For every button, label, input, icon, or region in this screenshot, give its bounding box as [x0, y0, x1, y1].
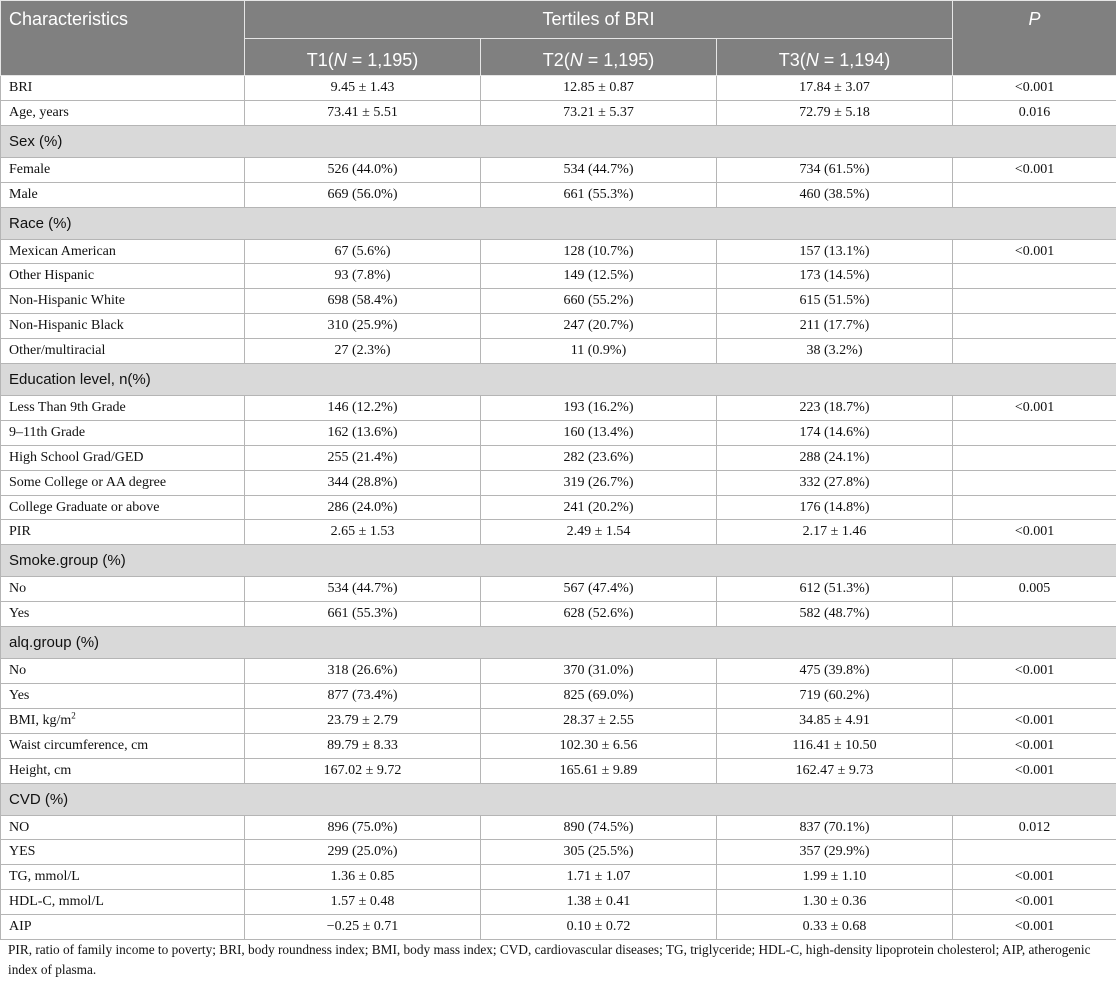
row-label — [1, 396, 245, 421]
cell-t3: 38 (3.2%) — [717, 339, 953, 364]
cell-t3: 17.84 ± 3.07 — [717, 76, 953, 101]
row-label — [1, 289, 245, 314]
cell-t3: 176 (14.8%) — [717, 495, 953, 520]
cell-t1: 67 (5.6%) — [245, 239, 481, 264]
cell-t1: 9.45 ± 1.43 — [245, 76, 481, 101]
table-row — [1, 890, 1116, 915]
cell-p: <0.001 — [953, 708, 1116, 733]
row-label — [1, 239, 245, 264]
row-label-text: BMI, kg/m — [9, 712, 72, 728]
section-row — [1, 207, 1116, 239]
row-label-text: Yes — [9, 606, 30, 622]
cell-p — [953, 314, 1116, 339]
cell-p: <0.001 — [953, 157, 1116, 182]
cell-t1: 255 (21.4%) — [245, 445, 481, 470]
cell-t2: 12.85 ± 0.87 — [481, 76, 717, 101]
cell-t2: 628 (52.6%) — [481, 602, 717, 627]
row-label — [1, 100, 245, 125]
cell-t2: 534 (44.7%) — [481, 157, 717, 182]
row-label-text: High School Grad/GED — [9, 449, 144, 465]
row-label — [1, 76, 245, 101]
cell-p — [953, 420, 1116, 445]
cell-t1: 534 (44.7%) — [245, 577, 481, 602]
header-tertiles-of-bri: Tertiles of BRI — [245, 1, 953, 39]
table-row — [1, 182, 1116, 207]
cell-t3: 460 (38.5%) — [717, 182, 953, 207]
row-label — [1, 420, 245, 445]
cell-t1: 661 (55.3%) — [245, 602, 481, 627]
section-row — [1, 364, 1116, 396]
table-row — [1, 520, 1116, 545]
section-label: Education level, n(%) — [1, 364, 1116, 396]
cell-t3: 582 (48.7%) — [717, 602, 953, 627]
table-row — [1, 758, 1116, 783]
cell-t1: 286 (24.0%) — [245, 495, 481, 520]
section-label: Sex (%) — [1, 125, 1116, 157]
cell-t1: 896 (75.0%) — [245, 815, 481, 840]
row-label-text: Female — [9, 161, 51, 177]
row-label — [1, 264, 245, 289]
cell-t2: 660 (55.2%) — [481, 289, 717, 314]
cell-t2: 165.61 ± 9.89 — [481, 758, 717, 783]
cell-t1: 93 (7.8%) — [245, 264, 481, 289]
cell-t1: 167.02 ± 9.72 — [245, 758, 481, 783]
row-label — [1, 708, 245, 733]
cell-t1: 162 (13.6%) — [245, 420, 481, 445]
table-row — [1, 733, 1116, 758]
row-label-text: Height, cm — [9, 762, 72, 778]
row-label-text: BRI — [9, 79, 33, 95]
table-row — [1, 577, 1116, 602]
cell-t2: 73.21 ± 5.37 — [481, 100, 717, 125]
cell-p: <0.001 — [953, 865, 1116, 890]
header-t3: T3(N = 1,194) — [717, 39, 953, 76]
cell-t3: 475 (39.8%) — [717, 659, 953, 684]
cell-p: <0.001 — [953, 733, 1116, 758]
row-label-text: NO — [9, 819, 30, 835]
cell-t3: 116.41 ± 10.50 — [717, 733, 953, 758]
row-label-text: No — [9, 663, 27, 679]
cell-p — [953, 445, 1116, 470]
cell-p — [953, 495, 1116, 520]
row-label — [1, 659, 245, 684]
cell-t1: 877 (73.4%) — [245, 684, 481, 709]
cell-t2: 890 (74.5%) — [481, 815, 717, 840]
row-label-text: Mexican American — [9, 243, 116, 259]
cell-t1: 23.79 ± 2.79 — [245, 708, 481, 733]
table-row — [1, 659, 1116, 684]
table-row — [1, 684, 1116, 709]
cell-p: <0.001 — [953, 659, 1116, 684]
section-row — [1, 627, 1116, 659]
cell-t1: 310 (25.9%) — [245, 314, 481, 339]
row-label-text: Yes — [9, 687, 30, 703]
row-label — [1, 445, 245, 470]
table-row — [1, 76, 1116, 101]
row-label — [1, 758, 245, 783]
table-row — [1, 239, 1116, 264]
cell-p — [953, 840, 1116, 865]
row-label-text: Waist circumference, cm — [9, 737, 149, 753]
header-t1: T1(N = 1,195) — [245, 39, 481, 76]
row-label-text: HDL-C, mmol/L — [9, 894, 104, 910]
cell-p — [953, 470, 1116, 495]
section-row — [1, 783, 1116, 815]
section-label: alq.group (%) — [1, 627, 1116, 659]
cell-t1: 698 (58.4%) — [245, 289, 481, 314]
cell-t3: 223 (18.7%) — [717, 396, 953, 421]
cell-t3: 0.33 ± 0.68 — [717, 915, 953, 940]
row-label-text: Non-Hispanic Black — [9, 318, 124, 334]
row-label-text: Other/multiracial — [9, 343, 106, 359]
row-label — [1, 339, 245, 364]
row-label — [1, 602, 245, 627]
cell-t3: 162.47 ± 9.73 — [717, 758, 953, 783]
table-row — [1, 420, 1116, 445]
cell-t2: 1.38 ± 0.41 — [481, 890, 717, 915]
header-p-value: P — [953, 1, 1116, 76]
unit-superscript: 2 — [71, 710, 76, 721]
cell-t2: 305 (25.5%) — [481, 840, 717, 865]
header-characteristics: Characteristics — [1, 1, 245, 76]
row-label — [1, 890, 245, 915]
header-t2: T2(N = 1,195) — [481, 39, 717, 76]
cell-t1: 344 (28.8%) — [245, 470, 481, 495]
cell-t3: 612 (51.3%) — [717, 577, 953, 602]
cell-t2: 149 (12.5%) — [481, 264, 717, 289]
cell-t2: 2.49 ± 1.54 — [481, 520, 717, 545]
cell-t1: 669 (56.0%) — [245, 182, 481, 207]
cell-t3: 1.99 ± 1.10 — [717, 865, 953, 890]
row-label — [1, 314, 245, 339]
row-label-text: Less Than 9th Grade — [9, 399, 126, 415]
row-label — [1, 684, 245, 709]
cell-t3: 734 (61.5%) — [717, 157, 953, 182]
cell-p: <0.001 — [953, 758, 1116, 783]
row-label — [1, 495, 245, 520]
table-row — [1, 602, 1116, 627]
table-row — [1, 396, 1116, 421]
row-label — [1, 577, 245, 602]
cell-t3: 615 (51.5%) — [717, 289, 953, 314]
cell-t2: 128 (10.7%) — [481, 239, 717, 264]
table-row — [1, 815, 1116, 840]
row-label — [1, 815, 245, 840]
cell-t1: 526 (44.0%) — [245, 157, 481, 182]
row-label-text: AIP — [9, 919, 32, 935]
cell-t2: 319 (26.7%) — [481, 470, 717, 495]
cell-t2: 102.30 ± 6.56 — [481, 733, 717, 758]
row-label-text: Male — [9, 186, 38, 202]
section-label: CVD (%) — [1, 783, 1116, 815]
cell-t3: 288 (24.1%) — [717, 445, 953, 470]
row-label — [1, 470, 245, 495]
cell-t3: 719 (60.2%) — [717, 684, 953, 709]
cell-t2: 370 (31.0%) — [481, 659, 717, 684]
cell-t2: 282 (23.6%) — [481, 445, 717, 470]
row-label — [1, 915, 245, 940]
section-row — [1, 125, 1116, 157]
row-label — [1, 182, 245, 207]
table-row — [1, 865, 1116, 890]
cell-t2: 28.37 ± 2.55 — [481, 708, 717, 733]
table-row — [1, 708, 1116, 733]
cell-p: 0.016 — [953, 100, 1116, 125]
cell-t3: 174 (14.6%) — [717, 420, 953, 445]
row-label-text: YES — [9, 844, 36, 860]
table-row — [1, 314, 1116, 339]
cell-p: <0.001 — [953, 890, 1116, 915]
cell-t1: 299 (25.0%) — [245, 840, 481, 865]
cell-t2: 567 (47.4%) — [481, 577, 717, 602]
cell-p: <0.001 — [953, 915, 1116, 940]
cell-t3: 2.17 ± 1.46 — [717, 520, 953, 545]
row-label — [1, 157, 245, 182]
cell-t1: 73.41 ± 5.51 — [245, 100, 481, 125]
row-label-text: Some College or AA degree — [9, 474, 167, 490]
cell-t3: 837 (70.1%) — [717, 815, 953, 840]
section-label: Smoke.group (%) — [1, 545, 1116, 577]
row-label-text: 9–11th Grade — [9, 424, 86, 440]
cell-t2: 247 (20.7%) — [481, 314, 717, 339]
cell-t3: 157 (13.1%) — [717, 239, 953, 264]
cell-p — [953, 182, 1116, 207]
cell-t1: −0.25 ± 0.71 — [245, 915, 481, 940]
table-row — [1, 915, 1116, 940]
cell-t2: 160 (13.4%) — [481, 420, 717, 445]
cell-p — [953, 289, 1116, 314]
cell-t3: 72.79 ± 5.18 — [717, 100, 953, 125]
cell-p: <0.001 — [953, 396, 1116, 421]
cell-t2: 11 (0.9%) — [481, 339, 717, 364]
cell-t2: 241 (20.2%) — [481, 495, 717, 520]
row-label — [1, 865, 245, 890]
section-row — [1, 545, 1116, 577]
cell-t2: 1.71 ± 1.07 — [481, 865, 717, 890]
row-label-text: College Graduate or above — [9, 499, 160, 515]
cell-t2: 661 (55.3%) — [481, 182, 717, 207]
cell-t1: 89.79 ± 8.33 — [245, 733, 481, 758]
cell-p: 0.005 — [953, 577, 1116, 602]
row-label-text: Other Hispanic — [9, 268, 95, 284]
cell-t3: 357 (29.9%) — [717, 840, 953, 865]
cell-t3: 34.85 ± 4.91 — [717, 708, 953, 733]
row-label-text: TG, mmol/L — [9, 869, 80, 885]
section-label: Race (%) — [1, 207, 1116, 239]
cell-p: <0.001 — [953, 520, 1116, 545]
cell-p — [953, 264, 1116, 289]
cell-t1: 146 (12.2%) — [245, 396, 481, 421]
cell-t3: 332 (27.8%) — [717, 470, 953, 495]
row-label — [1, 840, 245, 865]
table-row — [1, 445, 1116, 470]
table-row — [1, 339, 1116, 364]
table-row — [1, 157, 1116, 182]
cell-p: 0.012 — [953, 815, 1116, 840]
cell-t3: 173 (14.5%) — [717, 264, 953, 289]
table-row — [1, 470, 1116, 495]
cell-t1: 1.36 ± 0.85 — [245, 865, 481, 890]
row-label — [1, 520, 245, 545]
row-label — [1, 733, 245, 758]
table-footnote: PIR, ratio of family income to poverty; BRI, body roundness index; BMI, body mass index; CVD, cardiovascular diseases; TG, triglyceride; HDL-C, high-density lipoprotein cholesterol; AIP, atherogenic index of plasma. — [8, 942, 1091, 977]
cell-p — [953, 339, 1116, 364]
table-row — [1, 495, 1116, 520]
row-label-text: Non-Hispanic White — [9, 293, 125, 309]
cell-p — [953, 684, 1116, 709]
cell-t3: 211 (17.7%) — [717, 314, 953, 339]
cell-t1: 2.65 ± 1.53 — [245, 520, 481, 545]
cell-t2: 0.10 ± 0.72 — [481, 915, 717, 940]
table-row — [1, 840, 1116, 865]
table-row — [1, 264, 1116, 289]
table-body — [1, 76, 1116, 940]
row-label-text: PIR — [9, 524, 31, 540]
cell-t1: 318 (26.6%) — [245, 659, 481, 684]
row-label-text: No — [9, 581, 27, 597]
table-row — [1, 289, 1116, 314]
row-label-text: Age, years — [9, 104, 69, 120]
cell-t2: 193 (16.2%) — [481, 396, 717, 421]
cell-p — [953, 602, 1116, 627]
cell-t2: 825 (69.0%) — [481, 684, 717, 709]
cell-p: <0.001 — [953, 239, 1116, 264]
cell-t3: 1.30 ± 0.36 — [717, 890, 953, 915]
table-row — [1, 100, 1116, 125]
cell-t1: 27 (2.3%) — [245, 339, 481, 364]
cell-t1: 1.57 ± 0.48 — [245, 890, 481, 915]
cell-p: <0.001 — [953, 76, 1116, 101]
